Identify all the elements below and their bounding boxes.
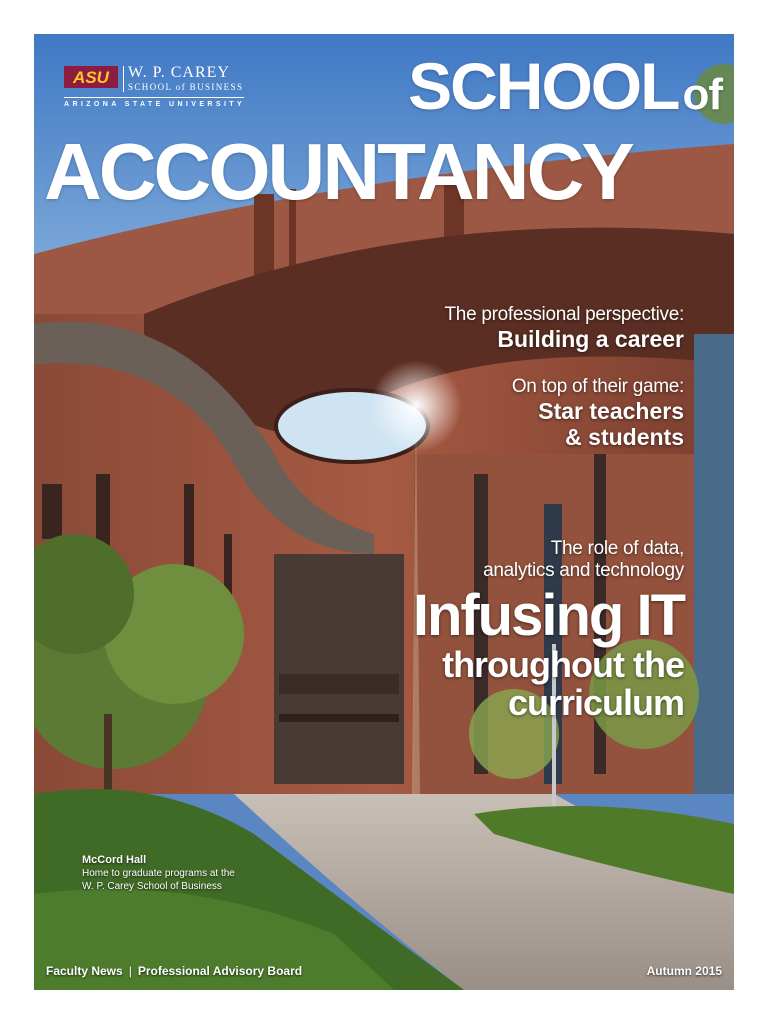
footer-separator: | — [128, 964, 132, 978]
svg-text:ASU: ASU — [73, 68, 109, 87]
teaser-kicker: The professional perspective: — [444, 304, 684, 325]
teaser-star-teachers — [512, 376, 684, 450]
footer-issue-date: Autumn 2015 — [646, 964, 722, 978]
teaser-headline-line1: Star teachers — [538, 398, 684, 424]
asu-logo-icon — [64, 66, 118, 88]
logo-rule — [64, 97, 244, 98]
teaser-headline-line2: & students — [565, 424, 684, 450]
logo-school-sub: SCHOOL of BUSINESS — [128, 82, 244, 92]
masthead-of: of — [682, 70, 722, 119]
logo-school-name: W. P. CAREY — [128, 64, 230, 81]
caption-line1: Home to graduate programs at the — [82, 868, 235, 879]
feature-kicker-line1: The role of data, — [550, 538, 684, 559]
magazine-cover — [34, 34, 734, 990]
footer-advisory-board: Professional Advisory Board — [137, 964, 303, 978]
masthead-top — [408, 48, 722, 124]
masthead-school: SCHOOL — [408, 49, 679, 123]
masthead-accountancy: ACCOUNTANCY — [44, 127, 632, 216]
feature-sub-line1: throughout the — [442, 644, 684, 685]
caption-title: McCord Hall — [82, 854, 147, 866]
teaser-kicker: On top of their game: — [511, 376, 684, 397]
cover-footer — [46, 964, 722, 978]
logo-university: ARIZONA STATE UNIVERSITY — [64, 101, 246, 108]
feature-kicker-line2: analytics and technology — [483, 560, 684, 581]
logo-divider — [123, 66, 124, 92]
footer-faculty-news: Faculty News — [46, 964, 123, 978]
teaser-headline: Building a career — [497, 326, 684, 352]
teaser-career — [445, 304, 685, 352]
caption-line2: W. P. Carey School of Business — [82, 881, 222, 892]
feature-sub-line2: curriculum — [507, 682, 684, 723]
photo-caption — [82, 854, 235, 893]
feature-headline: Infusing IT — [412, 583, 684, 648]
feature-story — [413, 538, 684, 722]
